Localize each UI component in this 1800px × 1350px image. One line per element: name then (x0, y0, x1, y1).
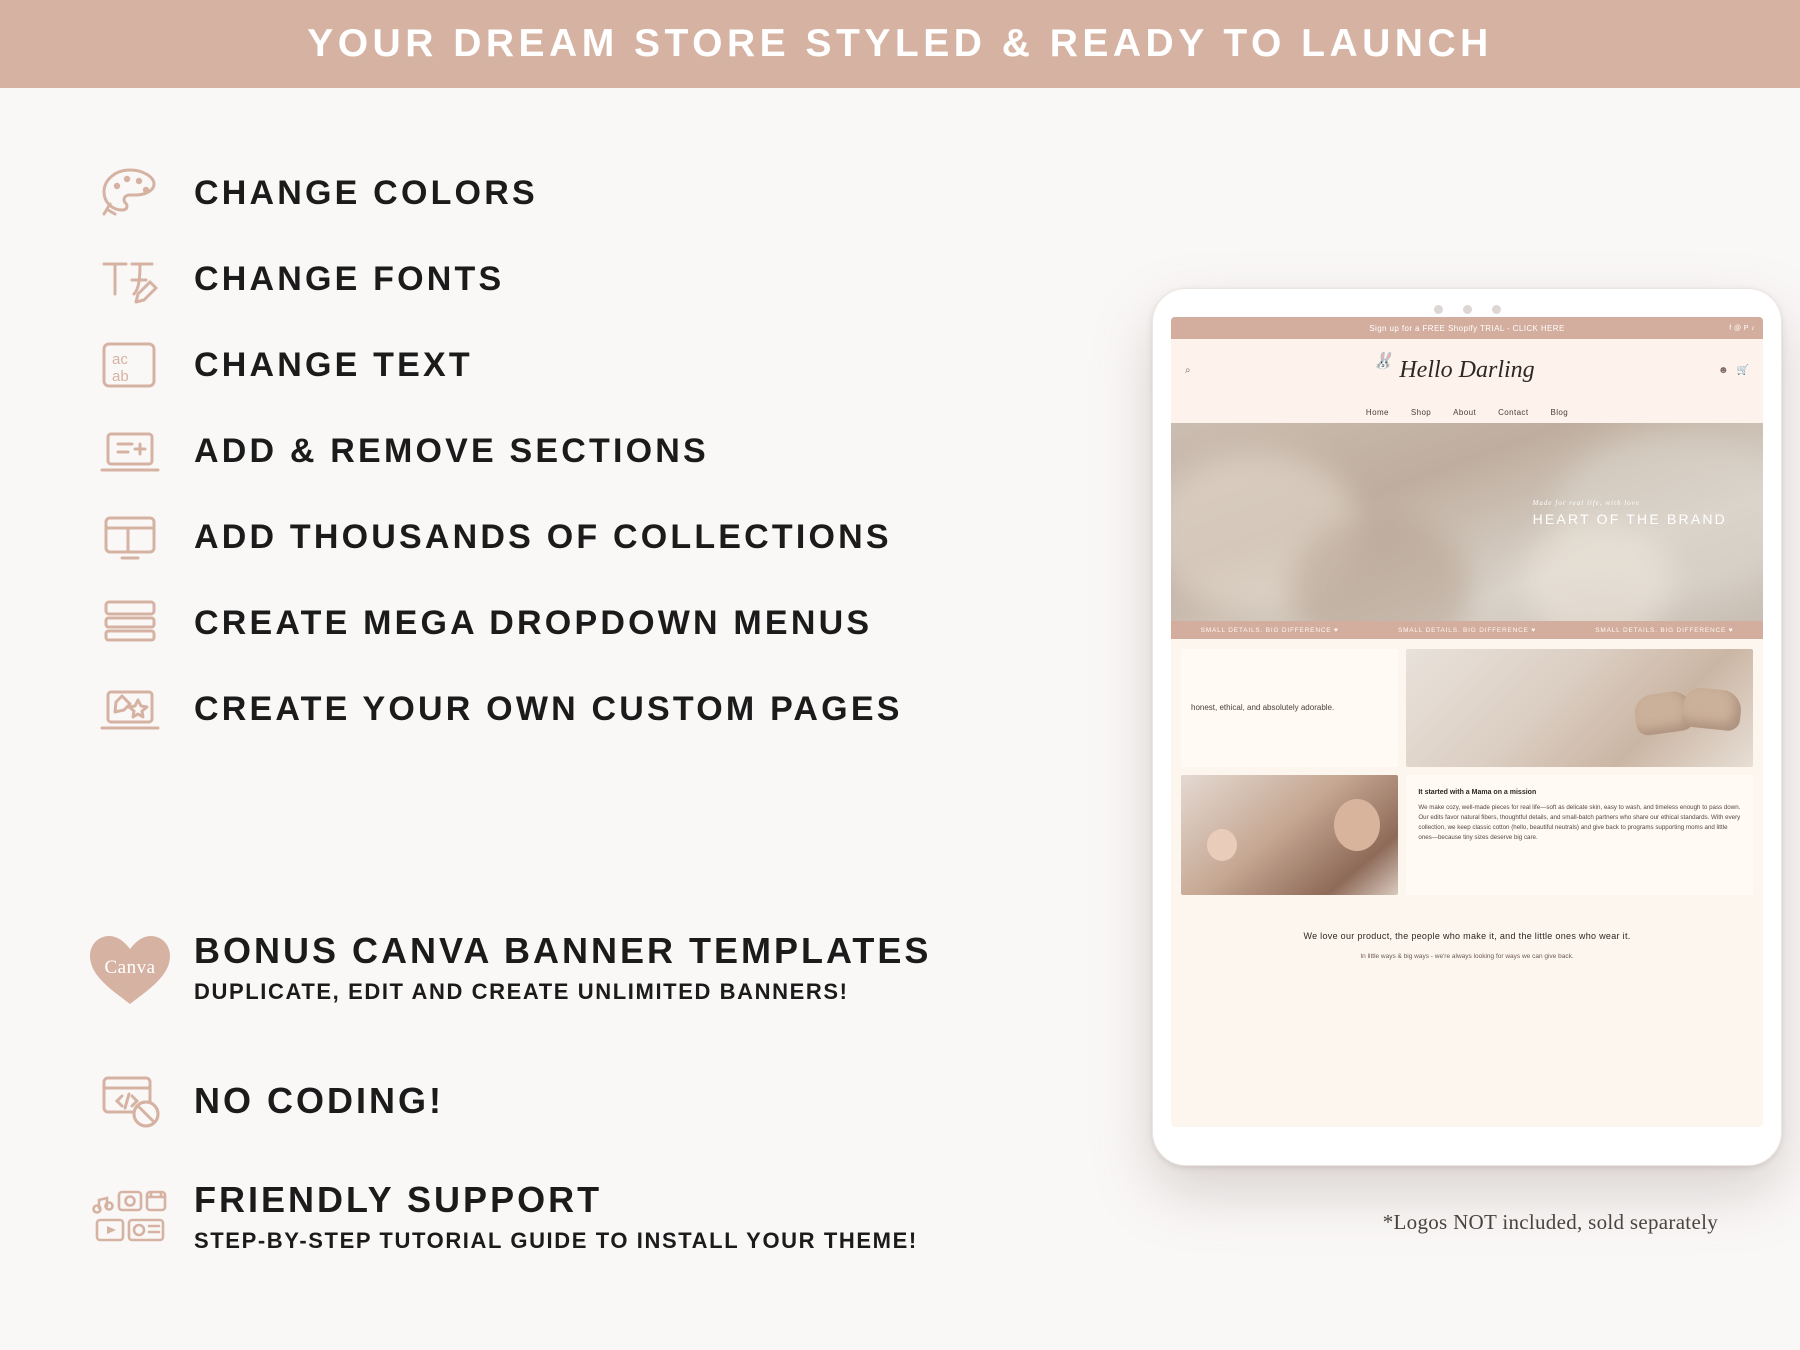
canva-heart-icon (82, 925, 178, 1011)
feature-label: CHANGE TEXT (194, 345, 473, 384)
font-icon (82, 243, 178, 315)
closing-line-1: We love our product, the people who make it, and the little ones who wear it. (1303, 931, 1631, 941)
lifestyle-photo-mother-baby (1181, 775, 1398, 895)
nav-item-shop[interactable]: Shop (1410, 407, 1432, 417)
no-code-icon (82, 1065, 178, 1137)
feature-item-custom-pages (82, 666, 1122, 752)
product-photo-shoes (1406, 649, 1753, 767)
store-name: Hello Darling (1399, 356, 1535, 383)
feature-item-add-collections (82, 494, 1122, 580)
no-coding-title: NO CODING! (194, 1080, 444, 1122)
feature-label: ADD & REMOVE SECTIONS (194, 431, 709, 470)
hero-banner (1171, 423, 1763, 621)
top-banner (0, 0, 1800, 88)
announcement-bar[interactable] (1171, 317, 1763, 339)
feature-row-three (1171, 767, 1763, 905)
nav-item-about[interactable]: About (1453, 407, 1477, 417)
feature-item-add-remove-sections (82, 408, 1122, 494)
search-icon[interactable]: ⌕ (1185, 364, 1191, 376)
hero-headline: HEART OF THE BRAND (1532, 511, 1727, 527)
footnote: *Logos NOT included, sold separately (1382, 1210, 1718, 1234)
mission-heading: It started with a Mama on a mission (1418, 789, 1537, 796)
feature-row-two (1171, 639, 1763, 767)
collections-grid-icon (82, 501, 178, 573)
canva-subtitle: DUPLICATE, EDIT AND CREATE UNLIMITED BANNERS! (194, 978, 849, 1004)
mission-card (1406, 775, 1753, 895)
marquee-text: SMALL DETAILS. BIG DIFFERENCE ♥ (1397, 626, 1537, 634)
canva-title: BONUS CANVA BANNER TEMPLATES (194, 930, 932, 972)
hero-text (1533, 499, 1727, 527)
tagline-card: honest, ethical, and absolutely adorable. (1181, 649, 1398, 767)
bunny-icon: 🐰 (1373, 352, 1394, 370)
closing-section (1171, 905, 1763, 970)
hero-kicker: Made for real life, with love (1532, 499, 1640, 507)
social-icons[interactable]: f @ P ♪ (1729, 324, 1755, 332)
store-logo[interactable] (1373, 352, 1535, 384)
mission-body: We make cozy, well-made pieces for real life—soft as delicate skin, easy to wash, and timeless enough to pass down. Our edits favor natural fibers, thoughtful details, and small-batch partners who share our ethical standards. With every collection, we keep classic cotton (hello, beautiful neutrals) and give back to programs supporting moms and little ones—because tiny sizes deserve big care. (1418, 804, 1741, 841)
marquee-text: SMALL DETAILS. BIG DIFFERENCE ♥ (1595, 626, 1734, 634)
feature-label: CREATE MEGA DROPDOWN MENUS (194, 603, 873, 642)
tablet-mockup (1152, 288, 1782, 1166)
feature-label: CHANGE FONTS (194, 259, 505, 298)
dropdown-menu-icon (82, 587, 178, 659)
nav-item-home[interactable]: Home (1365, 407, 1389, 417)
support-title: FRIENDLY SUPPORT (194, 1179, 603, 1220)
store-preview-screen (1171, 317, 1763, 1127)
canva-bonus-block (82, 925, 931, 1011)
custom-page-pencil-icon (82, 673, 178, 745)
marquee-strip (1171, 621, 1763, 639)
store-nav[interactable] (1171, 401, 1763, 423)
feature-item-change-colors (82, 150, 1122, 236)
store-header (1171, 339, 1763, 401)
account-icon: ☻ (1718, 364, 1729, 376)
cart-icon: 🛒 (1736, 364, 1749, 376)
support-subtitle: STEP-BY-STEP TUTORIAL GUIDE TO INSTALL YOUR THEME! (194, 1227, 918, 1253)
closing-line-2: In little ways & big ways - we're always looking for ways we can give back. (1360, 953, 1574, 960)
feature-label: CREATE YOUR OWN CUSTOM PAGES (194, 689, 903, 728)
tablet-camera-dots (1153, 305, 1781, 314)
text-abc-icon (82, 329, 178, 401)
nav-item-blog[interactable]: Blog (1550, 407, 1569, 417)
no-coding-block (82, 1065, 444, 1137)
feature-item-change-text (82, 322, 1122, 408)
feature-label: CHANGE COLORS (194, 173, 538, 212)
announcement-text: Sign up for a FREE Shopify TRIAL - CLICK HERE (1369, 323, 1565, 333)
feature-label: ADD THOUSANDS OF COLLECTIONS (194, 517, 892, 556)
banner-headline: YOUR DREAM STORE STYLED & READY TO LAUNCH (307, 22, 1493, 65)
feature-list (82, 150, 1122, 752)
svg-text:ac: ac (112, 351, 128, 368)
feature-item-mega-dropdown (82, 580, 1122, 666)
media-support-icon (82, 1181, 178, 1253)
palette-icon (82, 157, 178, 229)
svg-text:ab: ab (112, 368, 129, 385)
feature-item-change-fonts (82, 236, 1122, 322)
nav-item-contact[interactable]: Contact (1498, 407, 1529, 417)
friendly-support-block (82, 1180, 918, 1254)
canva-word: Canva (104, 957, 156, 978)
marquee-text: SMALL DETAILS. BIG DIFFERENCE ♥ (1200, 626, 1339, 634)
laptop-sections-icon (82, 415, 178, 487)
header-account-icons[interactable] (1718, 365, 1749, 376)
